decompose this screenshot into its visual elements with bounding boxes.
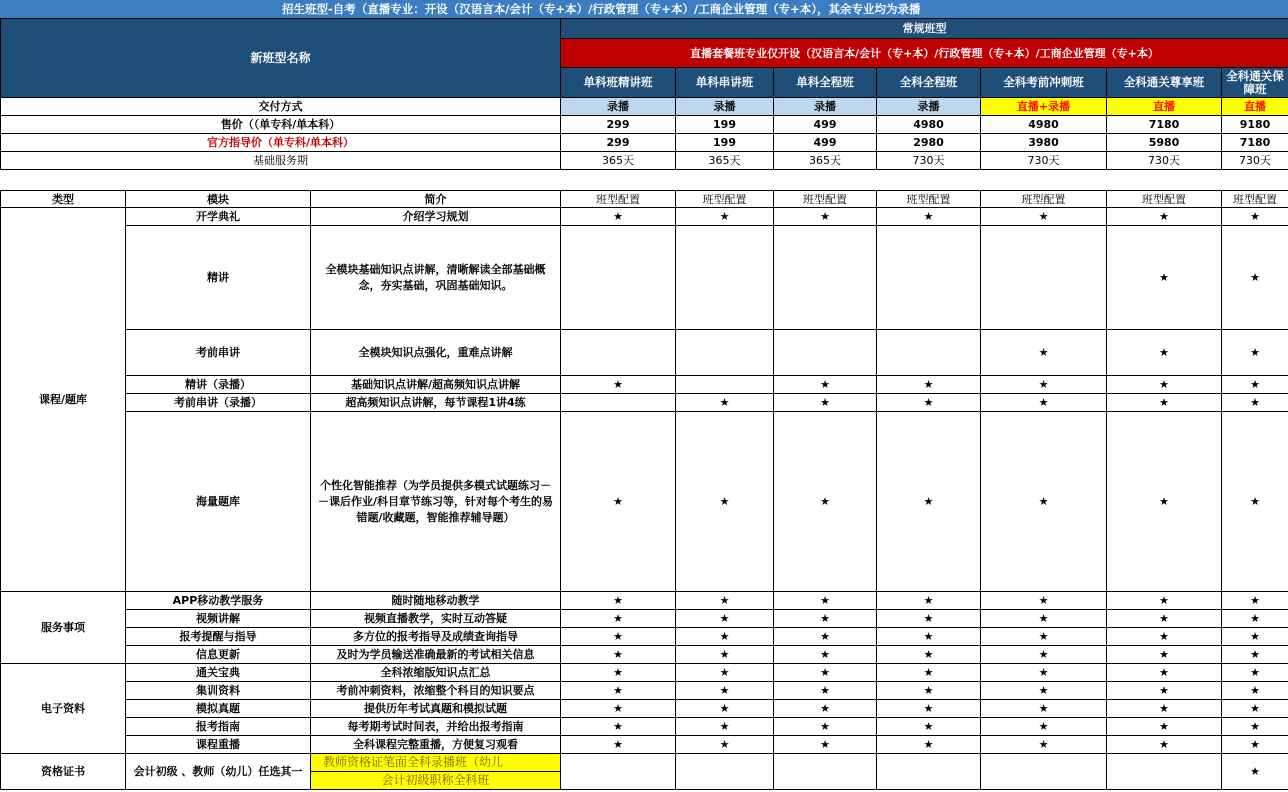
module-cell: 开学典礼	[126, 208, 311, 226]
class-column-header: 全科全程班	[877, 68, 981, 98]
star-mark: ★	[676, 412, 774, 592]
star-mark: ★	[1222, 718, 1288, 736]
empty-cell	[1107, 754, 1222, 790]
star-mark: ★	[774, 700, 877, 718]
new-class-name-header: 新班型名称	[1, 19, 561, 98]
intro-header: 简介	[311, 191, 561, 208]
star-mark: ★	[1222, 736, 1288, 754]
guide-price-value: 499	[774, 134, 877, 152]
star-mark: ★	[676, 682, 774, 700]
intro-cell: 超高频知识点讲解，每节课程1讲4练	[311, 394, 561, 412]
intro-cell: 及时为学员输送准确最新的考试相关信息	[311, 646, 561, 664]
star-mark: ★	[877, 412, 981, 592]
feature-row	[1, 700, 1288, 718]
star-mark: ★	[981, 682, 1107, 700]
price-label: 售价（（单专科/单本科）	[1, 116, 561, 134]
star-mark: ★	[1222, 682, 1288, 700]
star-mark: ★	[981, 412, 1107, 592]
star-mark: ★	[981, 592, 1107, 610]
live-package-header: 直播套餐班专业仅开设（汉语言本/会计（专+本）/行政管理（专+本）/工商企业管理（专+本）	[561, 39, 1288, 68]
star-mark: ★	[1107, 394, 1222, 412]
price-value: 4980	[981, 116, 1107, 134]
star-mark: ★	[1222, 592, 1288, 610]
price-value: 299	[561, 116, 676, 134]
star-mark: ★	[981, 700, 1107, 718]
feature-row	[1, 330, 1288, 376]
delivery-value: 直播	[1107, 98, 1222, 116]
star-mark: ★	[774, 718, 877, 736]
star-mark: ★	[774, 208, 877, 226]
empty-cell	[877, 226, 981, 330]
feature-row	[1, 592, 1288, 610]
star-mark: ★	[561, 682, 676, 700]
star-mark: ★	[774, 736, 877, 754]
star-mark: ★	[561, 664, 676, 682]
star-mark: ★	[981, 646, 1107, 664]
module-cell: 报考提醒与指导	[126, 628, 311, 646]
price-value: 499	[774, 116, 877, 134]
star-mark: ★	[774, 394, 877, 412]
intro-cell: 考前冲刺资料，浓缩整个科目的知识要点	[311, 682, 561, 700]
feature-row	[1, 736, 1288, 754]
guide-price-value: 7180	[1222, 134, 1288, 152]
feature-table	[0, 190, 1288, 790]
category-cell: 课程/题库	[1, 208, 126, 592]
delivery-value: 录播	[676, 98, 774, 116]
star-mark: ★	[1222, 394, 1288, 412]
empty-cell	[561, 754, 676, 790]
guide-price-value: 2980	[877, 134, 981, 152]
star-mark: ★	[877, 208, 981, 226]
empty-cell	[981, 754, 1107, 790]
price-value: 4980	[877, 116, 981, 134]
feature-row	[1, 226, 1288, 330]
type-header: 类型	[1, 191, 126, 208]
star-mark: ★	[774, 412, 877, 592]
star-mark: ★	[981, 610, 1107, 628]
class-column-header: 单科班精讲班	[561, 68, 676, 98]
star-mark: ★	[561, 700, 676, 718]
service-period-label: 基础服务期	[1, 152, 561, 170]
config-header: 班型配置	[774, 191, 877, 208]
star-mark: ★	[676, 208, 774, 226]
star-mark: ★	[981, 394, 1107, 412]
config-header: 班型配置	[561, 191, 676, 208]
star-mark: ★	[676, 700, 774, 718]
star-mark: ★	[1222, 754, 1288, 790]
feature-row	[1, 628, 1288, 646]
feature-row	[1, 682, 1288, 700]
star-mark: ★	[1222, 330, 1288, 376]
star-mark: ★	[1222, 664, 1288, 682]
empty-cell	[676, 754, 774, 790]
class-column-header: 全科通关尊享班	[1107, 68, 1222, 98]
delivery-value: 录播	[877, 98, 981, 116]
star-mark: ★	[1107, 208, 1222, 226]
feature-row	[1, 412, 1288, 592]
certificate-item: 教师资格证笔面全科录播班（幼儿	[311, 754, 561, 772]
config-header: 班型配置	[981, 191, 1107, 208]
module-cell: 精讲	[126, 226, 311, 330]
star-mark: ★	[1107, 736, 1222, 754]
star-mark: ★	[1222, 226, 1288, 330]
guide-price-value: 5980	[1107, 134, 1222, 152]
star-mark: ★	[1107, 226, 1222, 330]
intro-cell: 基础知识点讲解/超高频知识点讲解	[311, 376, 561, 394]
certificate-module: 会计初级 、教师（幼儿）任选其一	[126, 754, 311, 790]
star-mark: ★	[877, 664, 981, 682]
price-value: 9180	[1222, 116, 1288, 134]
star-mark: ★	[676, 736, 774, 754]
feature-row	[1, 394, 1288, 412]
star-mark: ★	[561, 628, 676, 646]
star-mark: ★	[877, 682, 981, 700]
star-mark: ★	[877, 394, 981, 412]
star-mark: ★	[981, 664, 1107, 682]
title-banner: 招生班型-自考（直播专业：开设（汉语言本/会计（专+本）/行政管理（专+本）/工商企业管理（专+本），其余专业均为录播	[0, 0, 1288, 18]
star-mark: ★	[877, 610, 981, 628]
star-mark: ★	[676, 394, 774, 412]
star-mark: ★	[676, 646, 774, 664]
intro-cell: 每考期考试时间表，并给出报考指南	[311, 718, 561, 736]
empty-cell	[774, 226, 877, 330]
star-mark: ★	[1222, 610, 1288, 628]
empty-cell	[774, 754, 877, 790]
empty-cell	[877, 330, 981, 376]
category-cell: 电子资料	[1, 664, 126, 754]
empty-cell	[676, 376, 774, 394]
star-mark: ★	[877, 700, 981, 718]
feature-row	[1, 376, 1288, 394]
empty-cell	[561, 226, 676, 330]
star-mark: ★	[676, 610, 774, 628]
empty-cell	[561, 394, 676, 412]
intro-cell: 提供历年考试真题和模拟试题	[311, 700, 561, 718]
star-mark: ★	[561, 610, 676, 628]
star-mark: ★	[1107, 682, 1222, 700]
class-column-header: 单科全程班	[774, 68, 877, 98]
empty-cell	[676, 226, 774, 330]
class-column-header: 全科通关保障班	[1222, 68, 1288, 98]
star-mark: ★	[774, 628, 877, 646]
star-mark: ★	[676, 718, 774, 736]
star-mark: ★	[1107, 376, 1222, 394]
intro-cell: 全模块知识点强化，重难点讲解	[311, 330, 561, 376]
empty-cell	[981, 226, 1107, 330]
module-cell: 考前串讲	[126, 330, 311, 376]
star-mark: ★	[774, 664, 877, 682]
price-value: 7180	[1107, 116, 1222, 134]
module-cell: 视频讲解	[126, 610, 311, 628]
star-mark: ★	[676, 664, 774, 682]
star-mark: ★	[774, 376, 877, 394]
star-mark: ★	[1107, 718, 1222, 736]
service-period-value: 365天	[561, 152, 676, 170]
star-mark: ★	[561, 718, 676, 736]
star-mark: ★	[1222, 700, 1288, 718]
star-mark: ★	[981, 628, 1107, 646]
config-header: 班型配置	[877, 191, 981, 208]
module-header: 模块	[126, 191, 311, 208]
star-mark: ★	[774, 682, 877, 700]
star-mark: ★	[561, 646, 676, 664]
star-mark: ★	[1107, 412, 1222, 592]
intro-cell: 介绍学习规划	[311, 208, 561, 226]
service-period-value: 730天	[1222, 152, 1288, 170]
empty-cell	[877, 754, 981, 790]
star-mark: ★	[676, 592, 774, 610]
service-period-value: 365天	[676, 152, 774, 170]
delivery-label: 交付方式	[1, 98, 561, 116]
star-mark: ★	[561, 208, 676, 226]
star-mark: ★	[877, 718, 981, 736]
star-mark: ★	[877, 376, 981, 394]
star-mark: ★	[561, 412, 676, 592]
star-mark: ★	[774, 610, 877, 628]
feature-row	[1, 208, 1288, 226]
delivery-value: 录播	[561, 98, 676, 116]
star-mark: ★	[877, 628, 981, 646]
star-mark: ★	[676, 628, 774, 646]
star-mark: ★	[1222, 412, 1288, 592]
module-cell: 精讲（录播）	[126, 376, 311, 394]
delivery-value: 直播+录播	[981, 98, 1107, 116]
guide-price-value: 3980	[981, 134, 1107, 152]
certificate-item: 会计初级职称全科班	[311, 772, 561, 790]
module-cell: 模拟真题	[126, 700, 311, 718]
star-mark: ★	[1222, 646, 1288, 664]
star-mark: ★	[1107, 330, 1222, 376]
module-cell: 集训资料	[126, 682, 311, 700]
class-column-header: 全科考前冲刺班	[981, 68, 1107, 98]
module-cell: 海量题库	[126, 412, 311, 592]
intro-cell: 视频直播教学，实时互动答疑	[311, 610, 561, 628]
intro-cell: 全模块基础知识点讲解，清晰解读全部基础概念，夯实基础，巩固基础知识。	[311, 226, 561, 330]
delivery-value: 直播	[1222, 98, 1288, 116]
module-cell: 报考指南	[126, 718, 311, 736]
price-value: 199	[676, 116, 774, 134]
class-column-header: 单科串讲班	[676, 68, 774, 98]
star-mark: ★	[1222, 628, 1288, 646]
empty-cell	[561, 330, 676, 376]
star-mark: ★	[981, 376, 1107, 394]
star-mark: ★	[774, 592, 877, 610]
config-header: 班型配置	[1222, 191, 1288, 208]
star-mark: ★	[981, 736, 1107, 754]
intro-cell: 多方位的报考指导及成绩查询指导	[311, 628, 561, 646]
guide-price-value: 199	[676, 134, 774, 152]
star-mark: ★	[877, 736, 981, 754]
pricing-table	[0, 18, 1288, 170]
regular-class-header: 常规班型	[561, 19, 1288, 39]
module-cell: 信息更新	[126, 646, 311, 664]
star-mark: ★	[1107, 700, 1222, 718]
star-mark: ★	[774, 646, 877, 664]
star-mark: ★	[981, 330, 1107, 376]
intro-cell: 全科浓缩版知识点汇总	[311, 664, 561, 682]
empty-cell	[774, 330, 877, 376]
service-period-value: 730天	[981, 152, 1107, 170]
config-header: 班型配置	[1107, 191, 1222, 208]
module-cell: 考前串讲（录播）	[126, 394, 311, 412]
star-mark: ★	[561, 736, 676, 754]
star-mark: ★	[877, 646, 981, 664]
star-mark: ★	[1107, 664, 1222, 682]
star-mark: ★	[561, 592, 676, 610]
star-mark: ★	[1107, 646, 1222, 664]
module-cell: APP移动教学服务	[126, 592, 311, 610]
star-mark: ★	[981, 208, 1107, 226]
intro-cell: 个性化智能推荐（为学员提供多模式试题练习－－课后作业/科目章节练习等，针对每个考生的易错题/收藏题，智能推荐辅导题）	[311, 412, 561, 592]
feature-row	[1, 718, 1288, 736]
star-mark: ★	[981, 718, 1107, 736]
star-mark: ★	[877, 592, 981, 610]
guide-price-label: 官方指导价（单专科/单本科）	[1, 134, 561, 152]
star-mark: ★	[1222, 376, 1288, 394]
certificate-category: 资格证书	[1, 754, 126, 790]
category-cell: 服务事项	[1, 592, 126, 664]
empty-cell	[676, 330, 774, 376]
service-period-value: 730天	[877, 152, 981, 170]
star-mark: ★	[1222, 208, 1288, 226]
guide-price-value: 299	[561, 134, 676, 152]
star-mark: ★	[561, 376, 676, 394]
intro-cell: 全科课程完整重播，方便复习观看	[311, 736, 561, 754]
star-mark: ★	[1107, 628, 1222, 646]
delivery-value: 录播	[774, 98, 877, 116]
service-period-value: 730天	[1107, 152, 1222, 170]
feature-row	[1, 610, 1288, 628]
module-cell: 通关宝典	[126, 664, 311, 682]
feature-row	[1, 664, 1288, 682]
intro-cell: 随时随地移动教学	[311, 592, 561, 610]
config-header: 班型配置	[676, 191, 774, 208]
module-cell: 课程重播	[126, 736, 311, 754]
service-period-value: 365天	[774, 152, 877, 170]
feature-row	[1, 646, 1288, 664]
star-mark: ★	[1107, 592, 1222, 610]
star-mark: ★	[1107, 610, 1222, 628]
